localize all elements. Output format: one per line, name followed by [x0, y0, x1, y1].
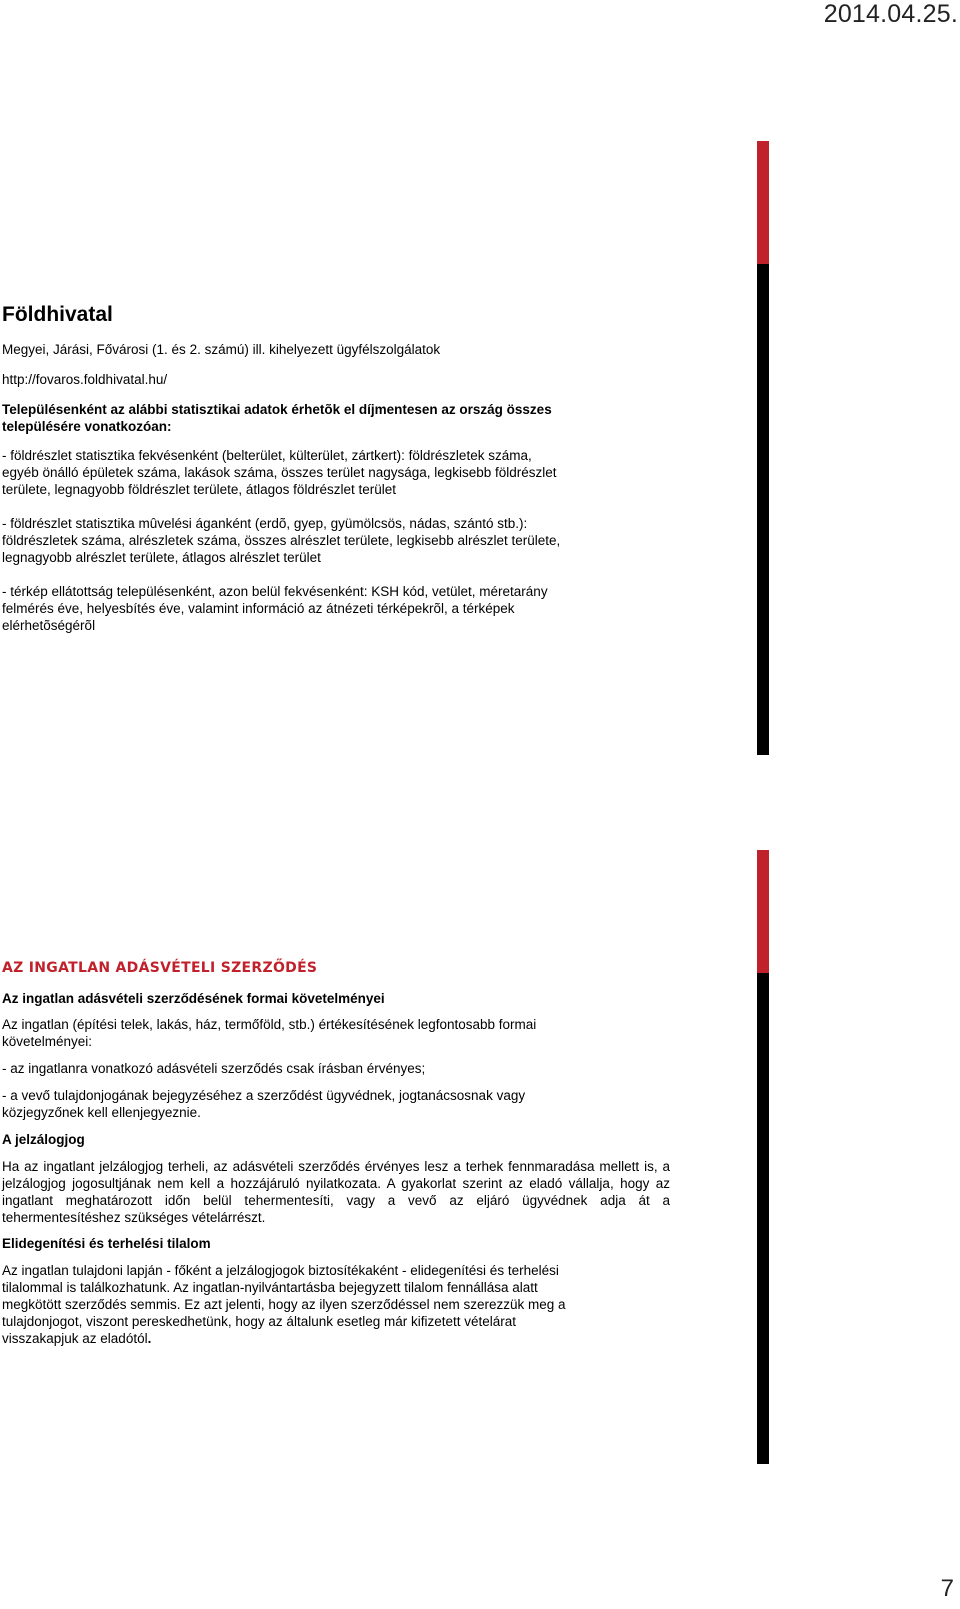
slide1-item-landparcel-cultivation	[2, 515, 560, 566]
slide1-title: Földhivatal	[2, 303, 113, 326]
paragraph-line: - a vevő tulajdonjogának bejegyzéséhez a szerződést ügyvédnek, jogtanácsosnak vagy	[2, 1088, 526, 1103]
slide1-item-landparcel-location	[2, 447, 557, 498]
item-line: felmérés éve, helyesbítés éve, valamint információ az átnézeti térképekrõl, a térképek	[2, 601, 515, 616]
ban-last-text: visszakapjuk az eladótól	[2, 1331, 148, 1346]
ban-last-period: .	[147, 1331, 152, 1346]
side-bar-black-segment	[757, 973, 769, 1464]
slide2-subheading: Az ingatlan adásvételi szerződésének formai követelményei	[2, 991, 385, 1006]
slide2-side-bar	[757, 850, 769, 1464]
item-line: egyéb önálló épületek száma, lakások száma, összes terület nagysága, legkisebb földrészlet	[2, 465, 557, 480]
slide2-bullet-countersign	[2, 1087, 525, 1121]
slide1-url[interactable]: http://fovaros.foldhivatal.hu/	[2, 372, 168, 387]
paragraph-line: Az ingatlan (építési telek, lakás, ház, termőföld, stb.) értékesítésének legfontosabb formai	[2, 1017, 537, 1032]
slide2-formal-requirements	[2, 1016, 536, 1050]
slide2-heading: AZ INGATLAN ADÁSVÉTELI SZERZŐDÉS	[2, 960, 318, 976]
paragraph-line	[2, 1330, 566, 1347]
slide1-item-map-coverage	[2, 583, 548, 634]
item-line: - földrészlet statisztika mûvelési áganként (erdõ, gyep, gyümölcsös, nádas, szántó stb.):	[2, 516, 528, 531]
item-line: - földrészlet statisztika fekvésenként (belterület, külterület, zártkert): földrészletek száma,	[2, 448, 532, 463]
intro-line: településére vonatkozóan:	[2, 419, 172, 434]
paragraph-line: követelményei:	[2, 1034, 93, 1049]
slide2-lien-paragraph: Ha az ingatlant jelzálogjog terheli, az adásvételi szerződés érvényes lesz a terhek fennmaradása mellett is, a jelzálogjog jogosultjának nem kell a hozzájáruló nyilatkozata. A gyakorlat szerint az eladó vállalja, hogy az ingatlant meghatározott időn belül tehermentesíti, vagy a vevő az eljáró ügyvédnek adja át a tehermentesítéshez szükséges vételárrészt.	[2, 1159, 670, 1225]
header-date: 2014.04.25.	[823, 0, 958, 28]
side-bar-red-segment	[757, 850, 769, 973]
slide1-intro	[2, 401, 552, 435]
paragraph-line: megkötött szerződés semmis. Ez azt jelenti, hogy az ilyen szerződéssel nem szerezzük meg a	[2, 1297, 566, 1312]
item-line: elérhetõségérõl	[2, 618, 96, 633]
slide2-ban-paragraph	[2, 1262, 566, 1347]
slide1-side-bar	[757, 141, 769, 755]
side-bar-red-segment	[757, 141, 769, 264]
intro-line: Településenként az alábbi statisztikai adatok érhetõk el díjmentesen az ország összes	[2, 402, 552, 417]
side-bar-black-segment	[757, 264, 769, 755]
item-line: területe, legnagyobb földrészlet területe, átlagos földrészlet terület	[2, 482, 396, 497]
item-line: - térkép ellátottság településenként, azon belül fekvésenként: KSH kód, vetület, méretarány	[2, 584, 548, 599]
paragraph-line: tulajdonjogot, viszont pereskedhetünk, hogy az általunk esetleg már kifizetett vételárat	[2, 1314, 517, 1329]
slide2-lien-heading: A jelzálogjog	[2, 1132, 85, 1147]
paragraph-line: közjegyzőnek kell ellenjegyeznie.	[2, 1105, 201, 1120]
item-line: legnagyobb alrészlet területe, átlagos alrészlet terület	[2, 550, 321, 565]
paragraph-line: tilalommal is találkozhatunk. Az ingatlan-nyilvántartásba bejegyzett tilalom fennállása alatt	[2, 1280, 538, 1295]
slide2-ban-heading: Elidegenítési és terhelési tilalom	[2, 1236, 211, 1251]
slide1-subtitle: Megyei, Járási, Fővárosi (1. és 2. számú) ill. kihelyezett ügyfélszolgálatok	[2, 342, 441, 357]
slide2-bullet-written-form: - az ingatlanra vonatkozó adásvételi szerződés csak írásban érvényes;	[2, 1061, 426, 1076]
item-line: földrészletek száma, alrészletek száma, összes alrészlet területe, legkisebb alrészlet területe,	[2, 533, 561, 548]
paragraph-line: Az ingatlan tulajdoni lapján - főként a jelzálogjogok biztosítékaként - elidegenítési és terhelési	[2, 1263, 559, 1278]
page-number: 7	[940, 1575, 954, 1602]
